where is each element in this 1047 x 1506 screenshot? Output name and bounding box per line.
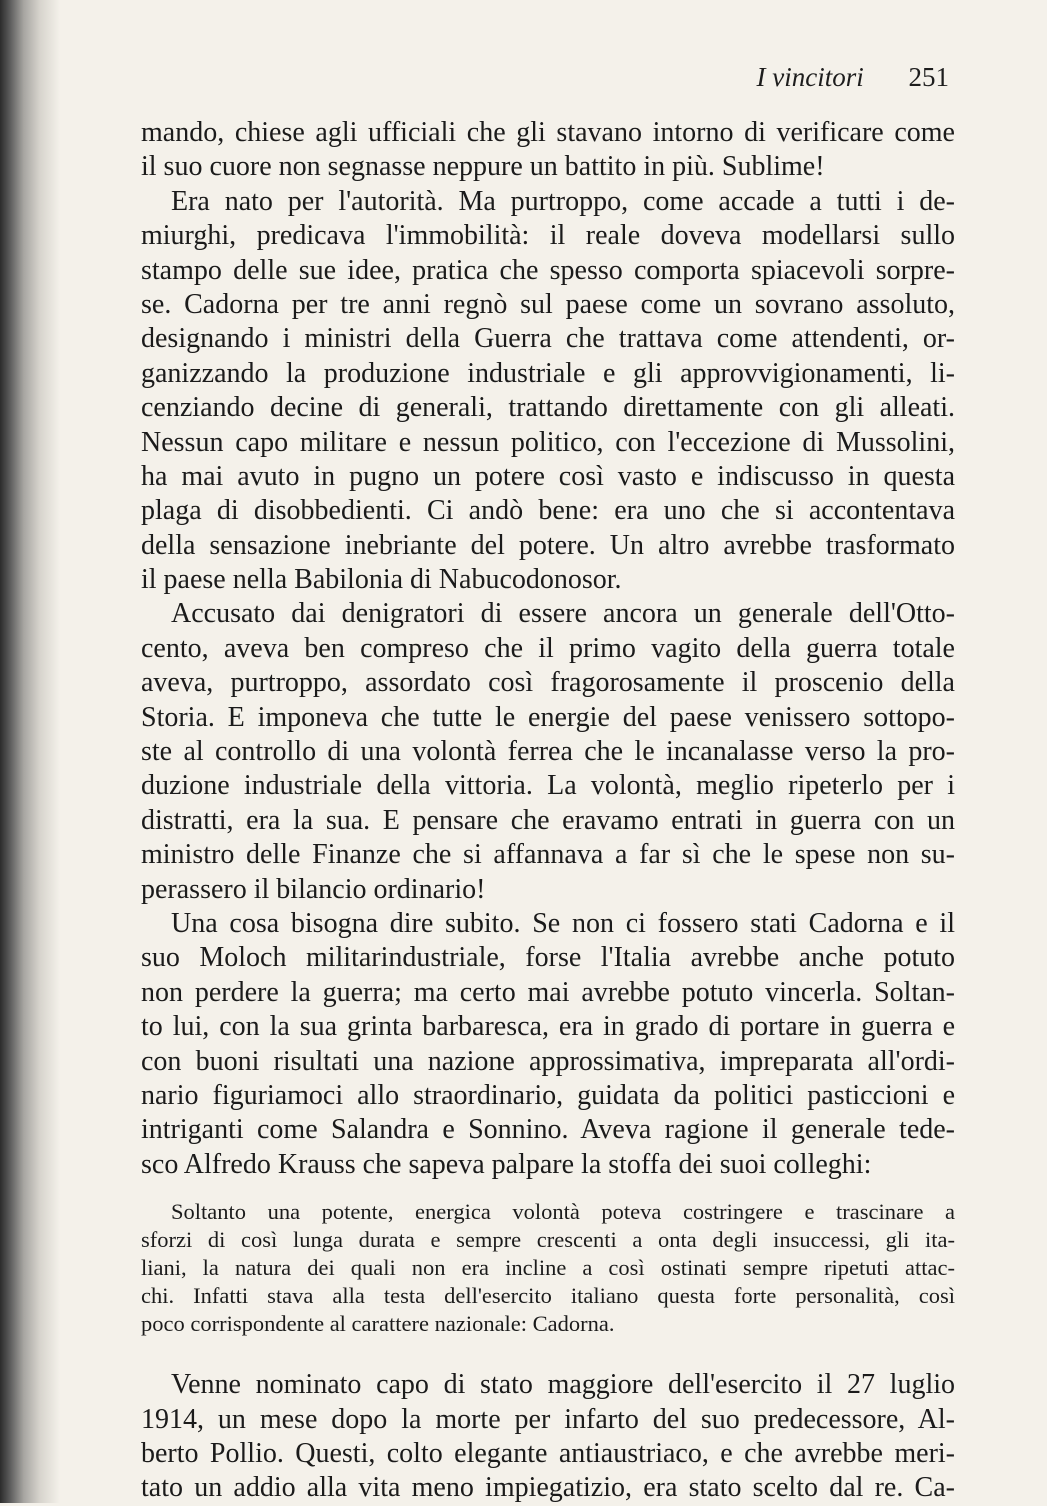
text-line: berto Pollio. Questi, colto elegante antiaustriaco, e che avrebbe meri- xyxy=(141,1437,955,1469)
text-line: Nessun capo militare e nessun politico, con l'eccezione di Mussolini, xyxy=(141,426,955,458)
page-number: 251 xyxy=(908,62,949,92)
text-line: miurghi, predicava l'immobilità: il reale doveva modellarsi sullo xyxy=(141,220,955,252)
text-line: perassero il bilancio ordinario! xyxy=(141,873,486,905)
text-line: 1914, un mese dopo la morte per infarto del suo predecessore, Al- xyxy=(141,1403,955,1435)
binding-shadow xyxy=(0,0,60,1503)
text-line: duzione industriale della vittoria. La volontà, meglio ripeterlo per i xyxy=(141,770,955,802)
text-line: stampo delle sue idee, pratica che spesso comporta spiacevoli sorpre- xyxy=(141,254,955,286)
text-line: aveva, purtroppo, assordato così fragorosamente il proscenio della xyxy=(141,667,955,699)
text-line: della sensazione inebriante del potere. Un altro avrebbe trasformato xyxy=(141,529,955,561)
text-line: ministro delle Finanze che si affannava a far sì che le spese non su- xyxy=(141,839,955,871)
paragraph-5 xyxy=(141,1368,955,1506)
text-line: distratti, era la sua. E pensare che eravamo entrati in guerra con un xyxy=(141,804,955,836)
text-line: sco Alfredo Krauss che sapeva palpare la stoffa dei suoi colleghi: xyxy=(141,1148,872,1180)
text-line: nario figuriamoci allo straordinario, guidata da politici pasticcioni e xyxy=(141,1079,955,1111)
text-line: Era nato per l'autorità. Ma purtroppo, come accade a tutti i de- xyxy=(171,185,955,217)
quote-line: poco corrispondente al carattere nazionale: Cadorna. xyxy=(141,1311,615,1337)
quote-line: Soltanto una potente, energica volontà poteva costringere e trascinare a xyxy=(171,1199,955,1225)
quote-line: chi. Infatti stava alla testa dell'esercito italiano questa forte personalità, così xyxy=(141,1283,955,1309)
text-line: Storia. E imponeva che tutte le energie del paese venissero sottopo- xyxy=(141,701,955,733)
text-line: intriganti come Salandra e Sonnino. Aveva ragione il generale tede- xyxy=(141,1114,955,1146)
quote-line: sforzi di così lunga durata e sempre crescenti a onta degli insuccessi, gli ita- xyxy=(141,1227,955,1253)
text-line: Venne nominato capo di stato maggiore dell'esercito il 27 luglio xyxy=(171,1369,955,1401)
text-line: con buoni risultati una nazione approssimativa, impreparata all'ordi- xyxy=(141,1045,955,1077)
text-line: ha mai avuto in pugno un potere così vasto e indiscusso in questa xyxy=(141,460,955,492)
paragraph-4 xyxy=(141,907,955,1182)
text-line: designando i ministri della Guerra che trattava come attendenti, or- xyxy=(141,323,955,355)
text-line: il suo cuore non segnasse neppure un battito in più. Sublime! xyxy=(141,151,825,183)
block-quote xyxy=(141,1198,955,1338)
text-line: cento, aveva ben compreso che il primo vagito della guerra totale xyxy=(141,632,955,664)
page-header xyxy=(757,62,949,93)
text-line: se. Cadorna per tre anni regnò sul paese come un sovrano assoluto, xyxy=(141,288,955,320)
text-line: tato un addio alla vita meno impiegatizio, era stato scelto dal re. Ca- xyxy=(141,1472,955,1504)
text-line: Accusato dai denigratori di essere ancora un generale dell'Otto- xyxy=(171,598,955,630)
text-line: plaga di disobbedienti. Ci andò bene: era uno che si accontentava xyxy=(141,495,955,527)
body-text xyxy=(141,116,955,1506)
text-line: suo Moloch militarindustriale, forse l'Italia avrebbe anche potuto xyxy=(141,942,955,974)
text-line: Una cosa bisogna dire subito. Se non ci fossero stati Cadorna e il xyxy=(171,907,955,939)
text-line: mando, chiese agli ufficiali che gli stavano intorno di verificare come xyxy=(141,117,955,148)
text-line: ste al controllo di una volontà ferrea che le incanalasse verso la pro- xyxy=(141,736,955,768)
text-line: non perdere la guerra; ma certo mai avrebbe potuto vincerla. Soltan- xyxy=(141,976,955,1008)
text-line: cenziando decine di generali, trattando direttamente con gli alleati. xyxy=(141,392,955,424)
text-line: il paese nella Babilonia di Nabucodonosor. xyxy=(141,564,622,596)
text-line: ganizzando la produzione industriale e gli approvvigionamenti, li- xyxy=(141,357,955,389)
text-line: to lui, con la sua grinta barbaresca, era in grado di portare in guerra e xyxy=(141,1011,955,1043)
paragraph-3 xyxy=(141,597,955,907)
paragraph-2 xyxy=(141,185,955,598)
running-title: I vincitori xyxy=(756,62,864,92)
paragraph-1 xyxy=(141,116,955,185)
quote-line: liani, la natura dei quali non era incline a così ostinati sempre ripetuti attac- xyxy=(141,1255,955,1281)
